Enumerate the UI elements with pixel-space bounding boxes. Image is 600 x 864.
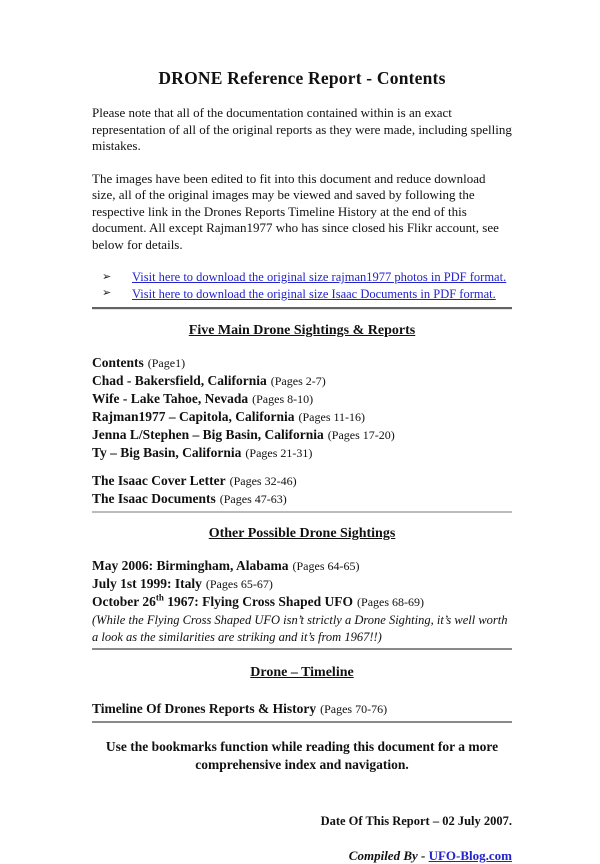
section-divider xyxy=(92,721,512,723)
toc-entry-contents xyxy=(92,354,512,372)
toc-entry-title-post: 1967: Flying Cross Shaped UFO xyxy=(163,594,354,609)
download-link-row xyxy=(102,286,512,303)
section-divider xyxy=(92,648,512,650)
toc-entry-chad xyxy=(92,372,512,390)
toc-entry-pages: (Pages 32-46) xyxy=(229,474,297,488)
toc-entry-title: Timeline Of Drones Reports & History xyxy=(92,701,317,716)
compiled-by-line xyxy=(92,848,512,864)
toc-entry-title: Rajman1977 – Capitola, California xyxy=(92,409,295,424)
toc-entry-title: Contents xyxy=(92,355,144,370)
ufo-blog-link[interactable]: UFO-Blog.com xyxy=(428,848,512,863)
toc-entry-title-pre: October 26 xyxy=(92,594,156,609)
list-spacer xyxy=(92,462,512,472)
toc-entry-title: July 1st 1999: Italy xyxy=(92,576,202,591)
toc-entry-pages: (Page1) xyxy=(147,356,186,370)
section-divider xyxy=(92,307,512,310)
intro-paragraph-1: Please note that all of the documentation contained within is an exact representation of all of the original reports as they were made, including spelling mistakes. xyxy=(92,105,512,153)
toc-entry-title xyxy=(92,594,353,609)
toc-entry-title: May 2006: Birmingham, Alabama xyxy=(92,558,289,573)
intro-paragraph-2: The images have been edited to fit into this document and reduce download size, all of the original images may be viewed and saved by following the respective link in the Drones Reports Timeline History at the end of this document. All except Rajman1977 who has since closed his Flikr account, see below for details. xyxy=(92,170,499,252)
toc-entry-title: Jenna L/Stephen – Big Basin, California xyxy=(92,427,324,442)
toc-entry-flying-cross-ufo xyxy=(92,593,512,611)
toc-entry-italy xyxy=(92,575,512,593)
main-sightings-list xyxy=(92,354,512,508)
section-heading-other-sightings: Other Possible Drone Sightings xyxy=(208,526,396,541)
toc-entry-wife xyxy=(92,390,512,408)
toc-entry-title: The Isaac Documents xyxy=(92,491,216,506)
toc-entry-title: Ty – Big Basin, California xyxy=(92,445,242,460)
report-date: Date Of This Report – 02 July 2007. xyxy=(320,814,512,828)
compiled-by-label: Compiled By - xyxy=(348,848,429,863)
arrow-bullet-icon: ➢ xyxy=(102,287,112,300)
toc-entry-rajman1977 xyxy=(92,408,512,426)
arrow-bullet-icon: ➢ xyxy=(102,270,112,283)
download-link-list xyxy=(92,269,512,302)
toc-entry-pages: (Pages 8-10) xyxy=(252,392,314,406)
toc-entry-pages: (Pages 11-16) xyxy=(298,410,366,424)
toc-entry-pages: (Pages 70-76) xyxy=(320,702,388,716)
toc-entry-jenna-stephen xyxy=(92,426,512,444)
toc-entry-birmingham xyxy=(92,557,512,575)
toc-entry-pages: (Pages 68-69) xyxy=(357,595,425,609)
download-rajman1977-link[interactable]: Visit here to download the original size rajman1977 photos in PDF format. xyxy=(132,270,507,284)
toc-entry-isaac-documents xyxy=(92,490,512,508)
section-divider xyxy=(92,511,512,513)
toc-entry-title: Chad - Bakersfield, California xyxy=(92,373,267,388)
download-isaac-documents-link[interactable]: Visit here to download the original size Isaac Documents in PDF format. xyxy=(132,286,496,301)
toc-entry-pages: (Pages 17-20) xyxy=(327,428,395,442)
toc-entry-pages: (Pages 64-65) xyxy=(292,559,360,573)
toc-entry-timeline xyxy=(92,700,512,718)
ordinal-superscript: th xyxy=(155,592,164,603)
toc-entry-pages: (Pages 2-7) xyxy=(270,374,326,388)
toc-entry-pages: (Pages 65-67) xyxy=(205,577,273,591)
toc-entry-ty xyxy=(92,444,512,462)
download-link-row xyxy=(102,269,512,286)
toc-entry-pages: (Pages 47-63) xyxy=(219,492,287,506)
other-sightings-list xyxy=(92,557,512,645)
flying-cross-note: (While the Flying Cross Shaped UFO isn’t strictly a Drone Sighting, it’s well worth a look as the similarities are striking and it’s from 1967!!) xyxy=(92,613,508,644)
section-heading-five-main-sightings: Five Main Drone Sightings & Reports xyxy=(188,323,416,338)
toc-entry-title: The Isaac Cover Letter xyxy=(92,473,226,488)
toc-entry-pages: (Pages 21-31) xyxy=(245,446,313,460)
section-heading-drone-timeline: Drone – Timeline xyxy=(250,665,354,680)
toc-entry-isaac-cover-letter xyxy=(92,472,512,490)
page-title: DRONE Reference Report - Contents xyxy=(158,68,446,88)
toc-entry-title: Wife - Lake Tahoe, Nevada xyxy=(92,391,249,406)
bookmarks-instruction: Use the bookmarks function while reading this document for a more comprehensive index and navigation. xyxy=(105,739,499,772)
